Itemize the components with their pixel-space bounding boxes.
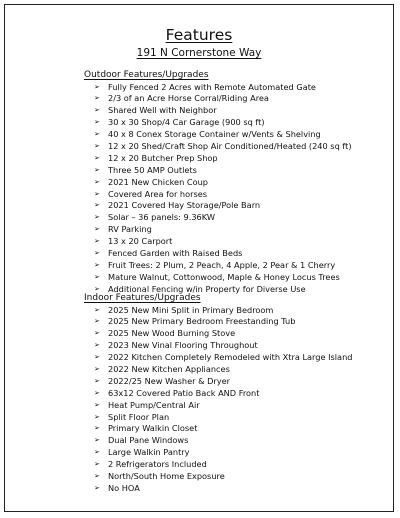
list-item-text: Covered Area for horses xyxy=(108,188,208,199)
list-item-text: Fenced Garden with Raised Beds xyxy=(108,247,243,258)
list-item-text: 2 Refrigerators Included xyxy=(108,459,207,470)
list-item xyxy=(94,305,352,317)
arrow-bullet-icon: ➢ xyxy=(94,189,100,198)
arrow-bullet-icon: ➢ xyxy=(94,213,100,222)
list-item-text: 2022 New Kitchen Appliances xyxy=(108,363,230,374)
list-item xyxy=(94,117,352,129)
list-item-text: Split Floor Plan xyxy=(108,411,170,422)
arrow-bullet-icon: ➢ xyxy=(94,284,100,293)
arrow-bullet-icon: ➢ xyxy=(94,376,100,385)
list-item xyxy=(94,447,352,459)
list-item xyxy=(94,93,352,105)
list-item xyxy=(94,388,352,400)
list-item xyxy=(94,316,352,328)
arrow-bullet-icon: ➢ xyxy=(94,201,100,210)
outdoor-section-heading: Outdoor Features/Upgrades xyxy=(84,70,209,80)
arrow-bullet-icon: ➢ xyxy=(94,317,100,326)
list-item xyxy=(94,412,352,424)
list-item xyxy=(94,82,352,94)
list-item-text: Shared Well with Neighbor xyxy=(108,105,217,116)
list-item xyxy=(94,105,352,117)
arrow-bullet-icon: ➢ xyxy=(94,436,100,445)
arrow-bullet-icon: ➢ xyxy=(94,341,100,350)
arrow-bullet-icon: ➢ xyxy=(94,460,100,469)
list-item xyxy=(94,189,352,201)
list-item xyxy=(94,248,352,260)
list-item xyxy=(94,459,352,471)
list-item-text: 2025 New Primary Bedroom Freestanding Tub xyxy=(108,316,296,327)
list-item-text: Primary Walkin Closet xyxy=(108,423,198,434)
arrow-bullet-icon: ➢ xyxy=(94,424,100,433)
list-item-text: No HOA xyxy=(108,482,140,493)
arrow-bullet-icon: ➢ xyxy=(94,130,100,139)
arrow-bullet-icon: ➢ xyxy=(94,118,100,127)
arrow-bullet-icon: ➢ xyxy=(94,177,100,186)
list-item xyxy=(94,340,352,352)
list-item-text: 2025 New Mini Split in Primary Bedroom xyxy=(108,304,274,315)
list-item-text: 2022/25 New Washer & Dryer xyxy=(108,375,231,386)
arrow-bullet-icon: ➢ xyxy=(94,483,100,492)
list-item-text: 40 x 8 Conex Storage Container w/Vents & Shelving xyxy=(108,129,321,140)
arrow-bullet-icon: ➢ xyxy=(94,260,100,269)
indoor-section-heading: Indoor Features/Upgrades xyxy=(84,293,201,303)
list-item xyxy=(94,483,352,495)
arrow-bullet-icon: ➢ xyxy=(94,353,100,362)
document-page xyxy=(4,4,394,512)
list-item-text: 63x12 Covered Patio Back AND Front xyxy=(108,387,260,398)
arrow-bullet-icon: ➢ xyxy=(94,400,100,409)
list-item xyxy=(94,200,352,212)
list-item xyxy=(94,328,352,340)
list-item xyxy=(94,260,352,272)
indoor-features-list xyxy=(94,305,352,495)
list-item-text: 2023 New Vinal Flooring Throughout xyxy=(108,340,258,351)
list-item xyxy=(94,272,352,284)
outdoor-features-list xyxy=(94,82,352,296)
arrow-bullet-icon: ➢ xyxy=(94,106,100,115)
list-item xyxy=(94,153,352,165)
document-title: Features xyxy=(165,26,233,44)
list-item-text: Mature Walnut, Cottonwood, Maple & Honey Locus Trees xyxy=(108,271,340,282)
list-item-text: Heat Pump/Central Air xyxy=(108,399,200,410)
list-item xyxy=(94,177,352,189)
document-subtitle: 191 N Cornerstone Way xyxy=(136,47,262,59)
list-item xyxy=(94,471,352,483)
list-item-text: 12 x 20 Butcher Prep Shop xyxy=(108,152,218,163)
arrow-bullet-icon: ➢ xyxy=(94,94,100,103)
list-item-text: Fully Fenced 2 Acres with Remote Automated Gate xyxy=(108,81,316,92)
list-item-text: 2/3 of an Acre Horse Corral/Riding Area xyxy=(108,93,269,104)
list-item-text: Dual Pane Windows xyxy=(108,435,189,446)
arrow-bullet-icon: ➢ xyxy=(94,141,100,150)
list-item-text: North/South Home Exposure xyxy=(108,470,225,481)
list-item-text: 13 x 20 Carport xyxy=(108,236,173,247)
arrow-bullet-icon: ➢ xyxy=(94,237,100,246)
list-item-text: 2022 Kitchen Completely Remodeled with Xtra Large Island xyxy=(108,352,353,363)
list-item xyxy=(94,435,352,447)
list-item xyxy=(94,400,352,412)
arrow-bullet-icon: ➢ xyxy=(94,364,100,373)
list-item xyxy=(94,236,352,248)
list-item xyxy=(94,352,352,364)
list-item-text: 12 x 20 Shed/Craft Shop Air Conditioned/Heated (240 sq ft) xyxy=(108,140,352,151)
list-item-text: 30 x 30 Shop/4 Car Garage (900 sq ft) xyxy=(108,117,265,128)
list-item-text: 2025 New Wood Burning Stove xyxy=(108,328,236,339)
list-item-text: Large Walkin Pantry xyxy=(108,447,190,458)
list-item-text: 2021 New Chicken Coup xyxy=(108,176,208,187)
list-item xyxy=(94,212,352,224)
arrow-bullet-icon: ➢ xyxy=(94,305,100,314)
arrow-bullet-icon: ➢ xyxy=(94,248,100,257)
list-item-text: RV Parking xyxy=(108,224,152,235)
arrow-bullet-icon: ➢ xyxy=(94,388,100,397)
list-item-text: Solar – 36 panels: 9.36KW xyxy=(108,212,215,223)
arrow-bullet-icon: ➢ xyxy=(94,153,100,162)
arrow-bullet-icon: ➢ xyxy=(94,448,100,457)
arrow-bullet-icon: ➢ xyxy=(94,329,100,338)
list-item-text: Three 50 AMP Outlets xyxy=(108,164,197,175)
arrow-bullet-icon: ➢ xyxy=(94,272,100,281)
arrow-bullet-icon: ➢ xyxy=(94,225,100,234)
list-item-text: Fruit Trees: 2 Plum, 2 Peach, 4 Apple, 2 Pear & 1 Cherry xyxy=(108,259,336,270)
list-item xyxy=(94,423,352,435)
list-item xyxy=(94,224,352,236)
arrow-bullet-icon: ➢ xyxy=(94,471,100,480)
list-item-text: 2021 Covered Hay Storage/Pole Barn xyxy=(108,200,261,211)
arrow-bullet-icon: ➢ xyxy=(94,82,100,91)
arrow-bullet-icon: ➢ xyxy=(94,412,100,421)
list-item-text: Additional Fencing w/in Property for Diverse Use xyxy=(108,283,306,294)
arrow-bullet-icon: ➢ xyxy=(94,165,100,174)
list-item xyxy=(94,376,352,388)
list-item xyxy=(94,141,352,153)
list-item xyxy=(94,364,352,376)
list-item xyxy=(94,165,352,177)
list-item xyxy=(94,129,352,141)
